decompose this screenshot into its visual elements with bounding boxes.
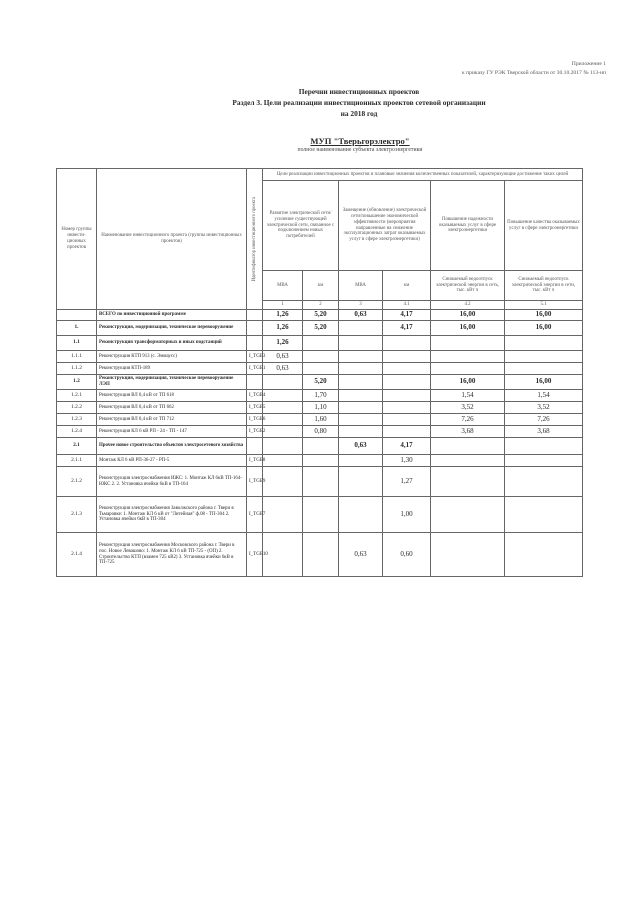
table-row <box>57 467 583 497</box>
col-number: 1 <box>263 301 303 310</box>
value-cell-c4 <box>383 336 431 351</box>
project-name: Реконструкция КТП-189 <box>97 363 247 375</box>
project-name: Монтаж КЛ 6 кВ РП-36-27 - РП-5 <box>97 455 247 467</box>
value-cell-c5 <box>431 455 505 467</box>
project-name: ВСЕГО по инвестиционной программе <box>97 310 247 321</box>
table-row <box>57 533 583 577</box>
value-cell-c2 <box>303 497 339 533</box>
table-row <box>57 414 583 426</box>
row-number: 1.2 <box>57 375 97 390</box>
project-name: Реконструкция электроснабжения Заволжского района г. Твери в Тьмаровке: 1. Монтаж КЛ 6 кВ от "Литейная" ф.08 - ТП-304 2. Установка ячейки 6кВ в ТП-304 <box>97 497 247 533</box>
value-cell-c6: 16,00 <box>505 375 583 390</box>
col-number: 4.1 <box>383 301 431 310</box>
project-id: I_TGE7 <box>247 497 263 533</box>
value-cell-c6: 7,26 <box>505 414 583 426</box>
value-cell-c5: 16,00 <box>431 321 505 336</box>
table-row <box>57 390 583 402</box>
row-number: 1.2.2 <box>57 402 97 414</box>
value-cell-c2 <box>303 363 339 375</box>
project-id: I_TGE6 <box>247 414 263 426</box>
project-id: I_TGE2 <box>247 426 263 438</box>
value-cell-c3: 0,63 <box>339 533 383 577</box>
value-cell-c5 <box>431 351 505 363</box>
table-row <box>57 426 583 438</box>
value-cell-c4: 1,30 <box>383 455 431 467</box>
value-cell-c6: 3,52 <box>505 402 583 414</box>
project-id <box>247 310 263 321</box>
row-number: 2.1 <box>57 438 97 455</box>
header-goal-replacement: Замещение (обновление) электрической сети/повышение экономической эффективности (мероприятия направленные на снижение эксплуатационных затрат оказываемых услуг в сфере электроэнергетики) <box>339 181 431 271</box>
row-number: 1.1 <box>57 336 97 351</box>
document-title <box>0 86 640 119</box>
value-cell-c2: 0,80 <box>303 426 339 438</box>
project-name: Прочее новое строительство объектов электросетевого хозяйства <box>97 438 247 455</box>
value-cell-c2 <box>303 351 339 363</box>
project-name: Реконструкция, модернизация, техническое перевооружение ЛЭП <box>97 375 247 390</box>
value-cell-c4: 4,17 <box>383 310 431 321</box>
row-number: 1.1.1 <box>57 351 97 363</box>
table-row <box>57 363 583 375</box>
value-cell-c6 <box>505 467 583 497</box>
organization-block <box>0 136 640 155</box>
organization-subtitle: полное наименование субъекта электроэнергетики <box>297 147 423 153</box>
value-cell-c2: 5,20 <box>303 321 339 336</box>
value-cell-c6 <box>505 455 583 467</box>
value-cell-c1 <box>263 402 303 414</box>
project-name: Реконструкция ВЛ 0,4 кВ от ТП 712 <box>97 414 247 426</box>
header-unit-mva-2: МВА <box>339 271 383 301</box>
value-cell-c1: 1,26 <box>263 310 303 321</box>
project-id: I_TGE1 <box>247 363 263 375</box>
table-row <box>57 351 583 363</box>
value-cell-c2: 1,70 <box>303 390 339 402</box>
project-name: Реконструкция ВЛ 0,4 кВ от ТП 618 <box>97 390 247 402</box>
value-cell-c2: 5,20 <box>303 375 339 390</box>
project-id <box>247 321 263 336</box>
value-cell-c2: 1,60 <box>303 414 339 426</box>
value-cell-c1 <box>263 455 303 467</box>
value-cell-c1 <box>263 414 303 426</box>
organization-name: МУП "Тверьгорэлектро" <box>310 136 410 146</box>
project-name: Реконструкция электроснабжения ИЖС: 1. Монтаж КЛ 6кВ ТП-164-ЮКС 2. 2. Установка ячейки 6кВ в ТП-164 <box>97 467 247 497</box>
project-id: I_TGE4 <box>247 390 263 402</box>
value-cell-c5: 16,00 <box>431 310 505 321</box>
value-cell-c2 <box>303 455 339 467</box>
value-cell-c6: 3,68 <box>505 426 583 438</box>
value-cell-c5 <box>431 497 505 533</box>
value-cell-c4: 0,60 <box>383 533 431 577</box>
project-name: Реконструкция ВЛ 0,4 кВ от ТП 662 <box>97 402 247 414</box>
value-cell-c3 <box>339 321 383 336</box>
project-id: I_TGE8 <box>247 455 263 467</box>
value-cell-c4 <box>383 363 431 375</box>
project-name: Реконструкция КТП 913 (с. Эммаусс) <box>97 351 247 363</box>
title-line-2: Раздел 3. Цели реализации инвестиционных проектов сетевой организации <box>232 98 486 107</box>
value-cell-c5 <box>431 533 505 577</box>
col-number: 2 <box>303 301 339 310</box>
header-goal-quality: Повышение качества оказываемых услуг в сфере электроэнергетики <box>505 181 583 271</box>
title-line-3: на 2018 год <box>340 109 378 118</box>
row-number <box>57 310 97 321</box>
value-cell-c5: 3,68 <box>431 426 505 438</box>
value-cell-c6: 16,00 <box>505 310 583 321</box>
project-name: Реконструкция, модернизация, техническое перевооружение <box>97 321 247 336</box>
value-cell-c4 <box>383 402 431 414</box>
value-cell-c1 <box>263 390 303 402</box>
value-cell-c2 <box>303 467 339 497</box>
header-unit-reliability: Снижаемый недоотпуск электрической энергии в сеть, тыс. кВт ч <box>431 271 505 301</box>
table-row <box>57 402 583 414</box>
row-number: 1.2.4 <box>57 426 97 438</box>
value-cell-c2: 5,20 <box>303 310 339 321</box>
value-cell-c6 <box>505 533 583 577</box>
project-name: Реконструкция трансформаторных и иных подстанций <box>97 336 247 351</box>
value-cell-c5: 1,54 <box>431 390 505 402</box>
value-cell-c3: 0,63 <box>339 438 383 455</box>
project-id: I_TGE3 <box>247 351 263 363</box>
table-row <box>57 336 583 351</box>
value-cell-c5 <box>431 363 505 375</box>
value-cell-c3 <box>339 390 383 402</box>
value-cell-c1: 0,63 <box>263 363 303 375</box>
title-line-1: Перечни инвестиционных проектов <box>298 87 420 96</box>
table-row <box>57 321 583 336</box>
project-id: I_TGE5 <box>247 402 263 414</box>
header-project-name: Наименование инвестиционного проекта (группы инвестиционных проектов) <box>97 169 247 310</box>
header-goal-development: Развитие электрической сети/усиление существующей электрической сети, связанное с подключением новых потребителей <box>263 181 339 271</box>
value-cell-c5 <box>431 438 505 455</box>
value-cell-c1 <box>263 467 303 497</box>
row-number: 1.2.1 <box>57 390 97 402</box>
row-number: 2.1.3 <box>57 497 97 533</box>
value-cell-c1: 1,26 <box>263 336 303 351</box>
header-project-id-text: Идентификатор инвестиционного проекта <box>251 196 257 282</box>
value-cell-c6 <box>505 351 583 363</box>
header-unit-mva-1: МВА <box>263 271 303 301</box>
value-cell-c4: 4,17 <box>383 321 431 336</box>
value-cell-c2 <box>303 533 339 577</box>
table-row <box>57 455 583 467</box>
header-unit-quality: Снижаемый недоотпуск электрической энергии в сети, тыс. кВт ч <box>505 271 583 301</box>
header-group-number: Номер группы инвести-ционных проектов <box>57 169 97 310</box>
value-cell-c3 <box>339 336 383 351</box>
investment-projects-table <box>56 168 583 577</box>
value-cell-c4 <box>383 375 431 390</box>
value-cell-c1 <box>263 533 303 577</box>
value-cell-c3 <box>339 455 383 467</box>
value-cell-c4 <box>383 414 431 426</box>
value-cell-c3 <box>339 375 383 390</box>
value-cell-c4 <box>383 426 431 438</box>
value-cell-c3 <box>339 426 383 438</box>
value-cell-c1 <box>263 375 303 390</box>
header-unit-km-1: км <box>303 271 339 301</box>
project-id: I_TGE9 <box>247 467 263 497</box>
value-cell-c1 <box>263 438 303 455</box>
value-cell-c3 <box>339 363 383 375</box>
value-cell-c5: 3,52 <box>431 402 505 414</box>
value-cell-c6: 16,00 <box>505 321 583 336</box>
value-cell-c3 <box>339 497 383 533</box>
value-cell-c4: 4,17 <box>383 438 431 455</box>
value-cell-c6 <box>505 363 583 375</box>
value-cell-c1: 0,63 <box>263 351 303 363</box>
col-number: 3 <box>339 301 383 310</box>
col-number: 4.2 <box>431 301 505 310</box>
value-cell-c6 <box>505 438 583 455</box>
appendix-line-2: к приказу ГУ РЭК Тверской области от 30.10.2017 № 113-нп <box>462 70 606 76</box>
appendix-note <box>462 60 606 78</box>
value-cell-c1 <box>263 497 303 533</box>
project-id <box>247 438 263 455</box>
header-goals: Цели реализации инвестиционных проектов и плановые значения количественных показателей, характеризующие достижение таких целей <box>263 169 583 181</box>
value-cell-c5: 16,00 <box>431 375 505 390</box>
value-cell-c4: 1,00 <box>383 497 431 533</box>
header-unit-km-2: км <box>383 271 431 301</box>
row-number: 2.1.2 <box>57 467 97 497</box>
row-number: 2.1.1 <box>57 455 97 467</box>
value-cell-c6: 1,54 <box>505 390 583 402</box>
project-name: Реконструкция КЛ 6 кВ РП - 24 - ТП - 147 <box>97 426 247 438</box>
value-cell-c5 <box>431 336 505 351</box>
value-cell-c1: 1,26 <box>263 321 303 336</box>
value-cell-c3 <box>339 467 383 497</box>
header-project-id <box>247 169 263 310</box>
header-goal-reliability: Повышение надежности оказываемых услуг в сфере электроэнергетики <box>431 181 505 271</box>
table-body <box>57 310 583 577</box>
table-row <box>57 497 583 533</box>
value-cell-c6 <box>505 497 583 533</box>
project-id: I_TGE10 <box>247 533 263 577</box>
value-cell-c4 <box>383 390 431 402</box>
table-row <box>57 438 583 455</box>
value-cell-c5: 7,26 <box>431 414 505 426</box>
table-row <box>57 375 583 390</box>
value-cell-c3 <box>339 414 383 426</box>
row-number: 1. <box>57 321 97 336</box>
value-cell-c4 <box>383 351 431 363</box>
row-number: 1.1.2 <box>57 363 97 375</box>
row-number: 2.1.4 <box>57 533 97 577</box>
col-number: 5.1 <box>505 301 583 310</box>
value-cell-c6 <box>505 336 583 351</box>
value-cell-c5 <box>431 467 505 497</box>
value-cell-c3 <box>339 351 383 363</box>
table-row <box>57 310 583 321</box>
value-cell-c2 <box>303 336 339 351</box>
appendix-line-1: Приложение 1 <box>571 61 606 67</box>
value-cell-c2 <box>303 438 339 455</box>
project-id <box>247 375 263 390</box>
value-cell-c3: 0,63 <box>339 310 383 321</box>
value-cell-c1 <box>263 426 303 438</box>
value-cell-c3 <box>339 402 383 414</box>
value-cell-c2: 1,10 <box>303 402 339 414</box>
project-name: Реконструкция электроснабжения Московского района г. Твери в пос. Новое Левашово: 1. Монтаж КЛ 6 кВ ТП-725 - (ОП) 2. Строительство КТП (взамен 725 кВ2) 3. Установка ячейки 6кВ в ТП-725 <box>97 533 247 577</box>
value-cell-c4: 1,27 <box>383 467 431 497</box>
project-id <box>247 336 263 351</box>
row-number: 1.2.3 <box>57 414 97 426</box>
